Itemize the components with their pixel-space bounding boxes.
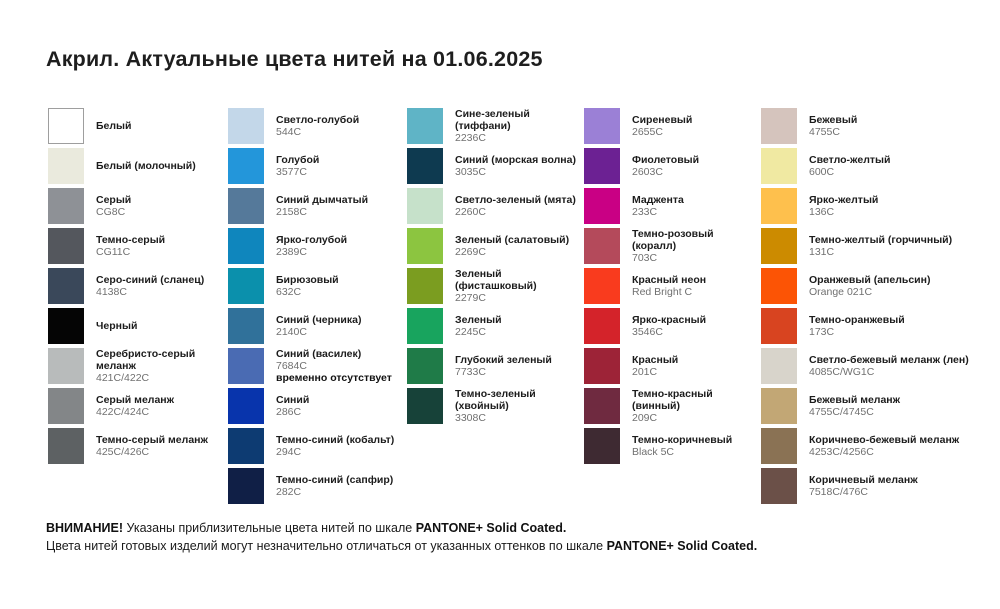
color-name: Серый меланж	[96, 394, 175, 406]
color-label	[455, 268, 583, 304]
color-swatch	[584, 188, 620, 224]
color-name: Сине-зеленый (тиффани)	[455, 108, 530, 132]
color-name: Ярко-красный	[632, 314, 707, 326]
color-name: Светло-зеленый (мята)	[455, 194, 576, 206]
color-row	[48, 308, 224, 344]
color-row	[761, 188, 1000, 224]
color-label	[276, 274, 404, 298]
color-row	[228, 188, 404, 224]
color-name: Темно-синий (сапфир)	[276, 474, 394, 486]
pantone-code: 2140C	[276, 326, 307, 338]
pantone-code: 2158C	[276, 206, 307, 218]
color-label	[276, 314, 404, 338]
pantone-code: 4755C	[809, 126, 840, 138]
color-column-3	[407, 108, 583, 428]
color-label	[455, 314, 583, 338]
pantone-code: 4253C/4256C	[809, 446, 874, 458]
pantone-code: 2245C	[455, 326, 486, 338]
color-name: Глубокий зеленый	[455, 354, 552, 366]
footer-pantone-label-1: PANTONE+ Solid Coated.	[415, 521, 567, 535]
color-row	[228, 468, 404, 504]
color-swatch	[584, 268, 620, 304]
color-name: Голубой	[276, 154, 320, 166]
color-label	[276, 474, 404, 498]
color-label	[276, 348, 404, 384]
color-swatch	[228, 108, 264, 144]
color-row	[584, 148, 760, 184]
color-swatch	[48, 348, 84, 384]
color-name: Зеленый (фисташковый)	[455, 268, 537, 292]
color-swatch	[228, 268, 264, 304]
color-name: Красный	[632, 354, 679, 366]
color-swatch	[48, 388, 84, 424]
color-row	[228, 108, 404, 144]
pantone-code: 4755C/4745C	[809, 406, 874, 418]
color-name: Синий	[276, 394, 310, 406]
color-swatch	[407, 348, 443, 384]
color-row	[228, 348, 404, 384]
color-row	[48, 228, 224, 264]
pantone-code: 209C	[632, 412, 658, 424]
pantone-code: 233C	[632, 206, 658, 218]
pantone-code: 294C	[276, 446, 302, 458]
color-row	[761, 388, 1000, 424]
color-swatch	[228, 468, 264, 504]
color-column-4	[584, 108, 760, 468]
color-swatch	[228, 388, 264, 424]
color-row	[407, 228, 583, 264]
pantone-code: 4138C	[96, 286, 127, 298]
color-name: Сиреневый	[632, 114, 693, 126]
color-swatch	[407, 268, 443, 304]
color-swatch	[228, 348, 264, 384]
color-label	[96, 120, 224, 132]
color-label	[96, 434, 224, 458]
pantone-code: 632C	[276, 286, 302, 298]
color-name: Светло-желтый	[809, 154, 891, 166]
color-row	[584, 308, 760, 344]
color-row	[584, 268, 760, 304]
color-name: Темно-синий (кобальт)	[276, 434, 395, 446]
color-swatch	[48, 228, 84, 264]
pantone-code: 131C	[809, 246, 835, 258]
color-label	[632, 354, 760, 378]
color-row	[48, 148, 224, 184]
color-row	[407, 148, 583, 184]
pantone-code: 4085C/WG1C	[809, 366, 875, 378]
color-label	[96, 234, 224, 258]
color-label	[632, 194, 760, 218]
pantone-code: 425C/426C	[96, 446, 150, 458]
pantone-code: 3546C	[632, 326, 663, 338]
color-name: Синий дымчатый	[276, 194, 369, 206]
pantone-code: 7518C/476C	[809, 486, 868, 498]
color-swatch	[48, 308, 84, 344]
color-row	[48, 108, 224, 144]
availability-note: временно отсутствует	[276, 372, 392, 384]
color-label	[632, 274, 760, 298]
color-swatch	[761, 228, 797, 264]
color-swatch	[584, 348, 620, 384]
color-grid	[48, 108, 978, 508]
color-name: Белый (молочный)	[96, 160, 196, 172]
color-row	[407, 348, 583, 384]
color-label	[632, 228, 760, 264]
pantone-code: 703C	[632, 252, 658, 264]
color-row	[761, 428, 1000, 464]
color-name: Темно-красный (винный)	[632, 388, 713, 412]
color-label	[632, 314, 760, 338]
color-swatch	[407, 188, 443, 224]
color-swatch	[761, 108, 797, 144]
color-label	[276, 394, 404, 418]
color-row	[48, 428, 224, 464]
color-swatch	[48, 428, 84, 464]
color-label	[276, 234, 404, 258]
color-name: Серый	[96, 194, 132, 206]
pantone-code: Orange 021C	[809, 286, 873, 298]
color-name: Синий (василек)	[276, 348, 362, 360]
footer-line-1	[46, 520, 956, 538]
color-row	[761, 348, 1000, 384]
color-name: Зеленый (салатовый)	[455, 234, 570, 246]
pantone-code: 3308C	[455, 412, 486, 424]
color-swatch	[48, 268, 84, 304]
page-title: Акрил. Актуальные цвета нитей на 01.06.2025	[46, 47, 543, 71]
color-swatch	[48, 188, 84, 224]
color-label	[455, 108, 583, 144]
color-name: Темно-розовый (коралл)	[632, 228, 714, 252]
color-row	[407, 188, 583, 224]
color-label	[276, 154, 404, 178]
color-name: Светло-голубой	[276, 114, 360, 126]
pantone-code: 201C	[632, 366, 658, 378]
color-row	[584, 108, 760, 144]
color-row	[584, 388, 760, 424]
color-name: Темно-серый	[96, 234, 166, 246]
color-label	[632, 114, 760, 138]
color-label	[455, 354, 583, 378]
color-row	[48, 268, 224, 304]
color-label	[96, 394, 224, 418]
color-row	[761, 468, 1000, 504]
color-row	[407, 108, 583, 144]
color-label	[809, 354, 1000, 378]
color-label	[809, 314, 1000, 338]
color-row	[228, 228, 404, 264]
color-label	[276, 194, 404, 218]
color-swatch	[761, 348, 797, 384]
color-swatch	[407, 228, 443, 264]
color-row	[761, 268, 1000, 304]
color-label	[276, 434, 404, 458]
color-name: Коричневый меланж	[809, 474, 918, 486]
pantone-code: 286C	[276, 406, 302, 418]
pantone-code: 3035C	[455, 166, 486, 178]
color-name: Серо-синий (сланец)	[96, 274, 205, 286]
color-row	[584, 188, 760, 224]
color-row	[48, 188, 224, 224]
pantone-code: 3577C	[276, 166, 307, 178]
color-row	[228, 148, 404, 184]
color-row	[584, 348, 760, 384]
color-swatch	[228, 428, 264, 464]
color-name: Темно-оранжевый	[809, 314, 905, 326]
color-row	[228, 388, 404, 424]
color-name: Синий (морская волна)	[455, 154, 576, 166]
color-row	[228, 268, 404, 304]
pantone-code: 2269C	[455, 246, 486, 258]
color-swatch	[228, 188, 264, 224]
color-label	[96, 320, 224, 332]
color-column-2	[228, 108, 404, 508]
color-swatch	[761, 468, 797, 504]
color-name: Бежевый	[809, 114, 858, 126]
color-row	[228, 428, 404, 464]
footer-line-1-text: Указаны приблизительные цвета нитей по шкале	[123, 521, 416, 535]
pantone-code: 7733C	[455, 366, 486, 378]
color-label	[809, 394, 1000, 418]
color-swatch	[407, 308, 443, 344]
footer-line-2-text: Цвета нитей готовых изделий могут незначительно отличаться от указанных оттенков по шкале	[46, 538, 607, 553]
pantone-code: 173C	[809, 326, 835, 338]
color-label	[455, 388, 583, 424]
color-row	[48, 388, 224, 424]
pantone-code: 2236C	[455, 132, 486, 144]
pantone-code: 7684C	[276, 360, 307, 372]
color-column-1	[48, 108, 224, 468]
pantone-code: 2655C	[632, 126, 663, 138]
color-label	[809, 274, 1000, 298]
color-swatch	[761, 188, 797, 224]
color-label	[809, 114, 1000, 138]
color-name: Темно-серый меланж	[96, 434, 208, 446]
pantone-code: 2279C	[455, 292, 486, 304]
color-swatch	[48, 148, 84, 184]
color-row	[761, 108, 1000, 144]
color-row	[584, 428, 760, 464]
color-row	[407, 268, 583, 304]
color-name: Темно-желтый (горчичный)	[809, 234, 953, 246]
color-label	[96, 274, 224, 298]
color-label	[276, 114, 404, 138]
color-label	[632, 154, 760, 178]
color-swatch	[407, 108, 443, 144]
color-swatch	[584, 108, 620, 144]
color-swatch	[584, 228, 620, 264]
color-label	[455, 194, 583, 218]
color-swatch	[761, 428, 797, 464]
color-name: Светло-бежевый меланж (лен)	[809, 354, 969, 366]
pantone-code: CG8C	[96, 206, 126, 218]
color-swatch	[228, 228, 264, 264]
color-name: Фиолетовый	[632, 154, 700, 166]
color-row	[407, 388, 583, 424]
color-label	[632, 434, 760, 458]
pantone-code: CG11C	[96, 246, 131, 258]
pantone-code: Black 5C	[632, 446, 675, 458]
color-label	[96, 348, 224, 384]
color-name: Ярко-желтый	[809, 194, 879, 206]
color-name: Коричнево-бежевый меланж	[809, 434, 960, 446]
color-name: Зеленый	[455, 314, 502, 326]
footer-line-2	[46, 538, 956, 556]
pantone-code: 2389C	[276, 246, 307, 258]
color-label	[455, 234, 583, 258]
footer-attention-label: ВНИМАНИЕ!	[46, 521, 123, 535]
color-swatch	[407, 148, 443, 184]
color-name: Синий (черника)	[276, 314, 362, 326]
color-row	[584, 228, 760, 264]
color-name: Маджента	[632, 194, 684, 206]
color-swatch	[584, 428, 620, 464]
color-name: Бежевый меланж	[809, 394, 901, 406]
color-swatch	[407, 388, 443, 424]
color-column-5	[761, 108, 1000, 508]
color-swatch	[761, 148, 797, 184]
color-label	[809, 234, 1000, 258]
pantone-code: 2603C	[632, 166, 663, 178]
color-label	[455, 154, 583, 178]
color-name: Серебристо-серый меланж	[96, 348, 196, 372]
footer-pantone-label-2: PANTONE+ Solid Coated.	[606, 538, 758, 553]
color-label	[809, 194, 1000, 218]
color-swatch	[761, 308, 797, 344]
color-name: Темно-зеленый (хвойный)	[455, 388, 536, 412]
color-name: Ярко-голубой	[276, 234, 348, 246]
color-row	[228, 308, 404, 344]
pantone-code: Red Bright C	[632, 286, 693, 298]
pantone-code: 136C	[809, 206, 835, 218]
color-name: Черный	[96, 320, 138, 332]
color-row	[761, 228, 1000, 264]
color-label	[809, 434, 1000, 458]
color-name: Белый	[96, 120, 132, 132]
color-swatch	[584, 148, 620, 184]
color-row	[407, 308, 583, 344]
pantone-code: 544C	[276, 126, 302, 138]
color-row	[761, 148, 1000, 184]
pantone-code: 421C/422C	[96, 372, 150, 384]
pantone-code: 2260C	[455, 206, 486, 218]
pantone-code: 600C	[809, 166, 835, 178]
color-swatch	[228, 308, 264, 344]
pantone-code: 282C	[276, 486, 302, 498]
color-label	[96, 194, 224, 218]
pantone-code: 422C/424C	[96, 406, 150, 418]
color-swatch	[761, 268, 797, 304]
color-name: Бирюзовый	[276, 274, 339, 286]
color-row	[761, 308, 1000, 344]
color-label	[809, 474, 1000, 498]
color-label	[809, 154, 1000, 178]
color-label	[632, 388, 760, 424]
color-label	[96, 160, 224, 172]
color-name: Красный неон	[632, 274, 707, 286]
color-swatch	[584, 308, 620, 344]
color-row	[48, 348, 224, 384]
footer-note	[46, 520, 956, 555]
color-swatch	[761, 388, 797, 424]
color-swatch	[584, 388, 620, 424]
color-name: Оранжевый (апельсин)	[809, 274, 931, 286]
color-swatch	[48, 108, 84, 144]
color-swatch	[228, 148, 264, 184]
color-name: Темно-коричневый	[632, 434, 733, 446]
